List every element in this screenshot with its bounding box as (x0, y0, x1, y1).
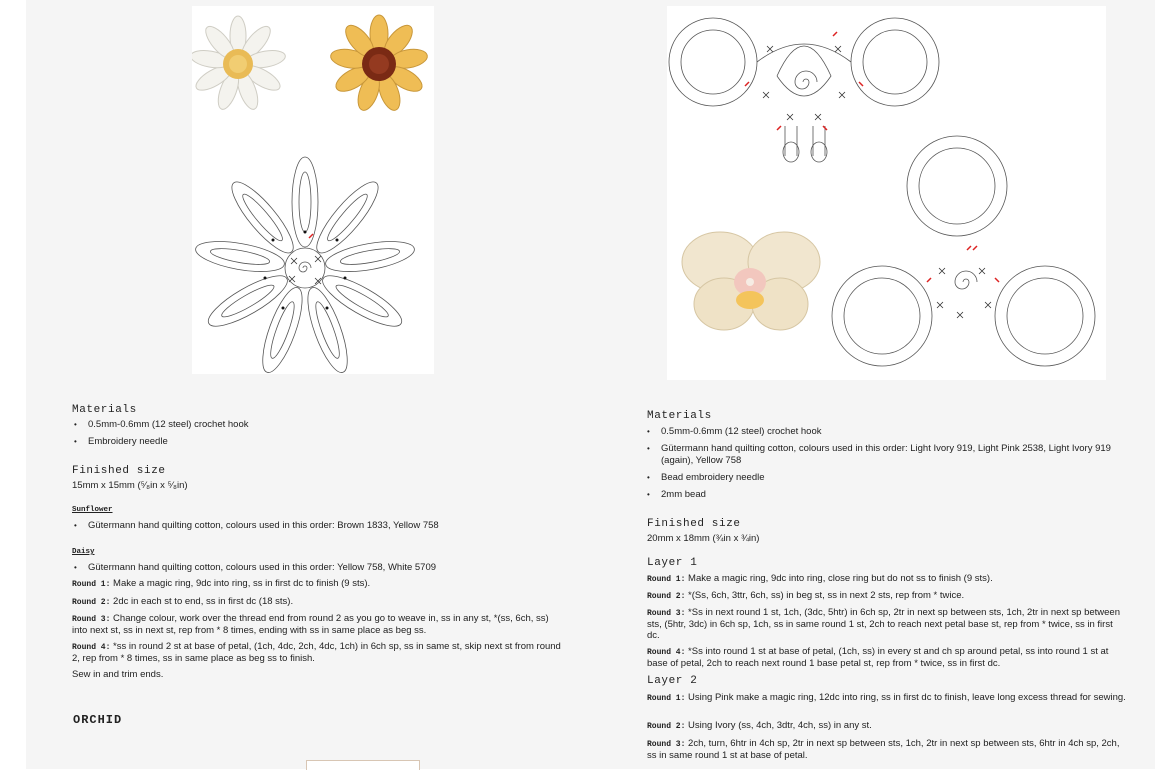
daisy-list (74, 562, 574, 579)
list-item: • Gütermann hand quilting cotton, colours used in this order: Light Ivory 919, Light Pink 2538, Light Ivory 919 (again), Yellow 758 (647, 443, 1127, 467)
materials-title: Materials (647, 410, 712, 422)
finished-size-value: 20mm x 18mm (¾in x ¾in) (647, 533, 760, 544)
round-label: Round 4: (72, 643, 111, 652)
round-text: *(Ss, 6ch, 3ttr, 6ch, ss) in beg st, ss in next 2 sts, rep from * twice. (685, 590, 965, 601)
flower-photos-and-chart (192, 6, 434, 374)
list-item: • Embroidery needle (74, 436, 574, 448)
round-text: 2dc in each st to end, ss in first dc (18 sts). (110, 596, 294, 607)
finishing-note: Sew in and trim ends. (72, 669, 164, 680)
round-label: Round 4: (647, 648, 686, 657)
round-label: Round 2: (647, 592, 686, 601)
round-text: *ss in round 2 st at base of petal, (1ch, 4dc, 2ch, 4dc, 1ch) in 6ch sp, ss in same st, skip next st from round 2, rep from * 8 times, ss in same place as beg ss to finish. (72, 641, 561, 664)
layer1-round-2 (647, 590, 1127, 602)
orchid-section-title: ORCHID (73, 713, 123, 727)
right-column (600, 0, 1155, 769)
layer1-round-4 (647, 646, 1127, 669)
orchid-layer2-chart (669, 18, 939, 162)
orchid-chart-and-photo (667, 6, 1106, 380)
sunflower-list (74, 520, 574, 537)
daisy-photo (192, 16, 287, 112)
round-label: Round 3: (647, 609, 686, 618)
round-label: Round 2: (647, 722, 686, 731)
orchid-photo (682, 232, 820, 330)
round-label: Round 2: (72, 598, 111, 607)
round-label: Round 1: (647, 694, 686, 703)
round-label: Round 1: (647, 575, 686, 584)
round-text: Make a magic ring, 9dc into ring, ss in first dc to finish (9 sts). (110, 578, 371, 589)
layer2-round-1 (647, 692, 1127, 704)
layer2-round-3 (647, 738, 1127, 761)
layer-2-title: Layer 2 (647, 675, 698, 687)
round-4-instruction (72, 641, 562, 664)
sunflower-label: Sunflower (72, 506, 113, 514)
round-text: Make a magic ring, 9dc into ring, close ring but do not ss to finish (9 sts). (685, 573, 993, 584)
finished-size-value: 15mm x 15mm (⁵⁄₈in x ⁵⁄₈in) (72, 480, 188, 491)
list-item: • 0.5mm-0.6mm (12 steel) crochet hook (647, 426, 1127, 438)
list-item: • 0.5mm-0.6mm (12 steel) crochet hook (74, 419, 574, 431)
layer2-round-2 (647, 720, 1127, 732)
daisy-label: Daisy (72, 548, 95, 556)
list-item: • Gütermann hand quilting cotton, colours used in this order: Yellow 758, White 5709 (74, 562, 574, 574)
orchid-layer1-chart (832, 136, 1095, 366)
round-1-instruction (72, 578, 572, 590)
sunflower-photo (329, 15, 429, 113)
layer1-round-3 (647, 607, 1127, 641)
materials-list (74, 419, 574, 453)
round-3-instruction (72, 613, 562, 636)
round-label: Round 1: (72, 580, 111, 589)
round-text: Change colour, work over the thread end from round 2 as you go to weave in, ss in any st, *(ss, 6ch, ss) into next st, ss in next st, rep from * 8 times, ending with ss in same place as beg ss. (72, 613, 549, 636)
list-item: • Gütermann hand quilting cotton, colours used in this order: Brown 1833, Yellow 758 (74, 520, 574, 532)
layer-1-title: Layer 1 (647, 557, 698, 569)
round-label: Round 3: (647, 740, 686, 749)
materials-title: Materials (72, 404, 137, 416)
round-label: Round 3: (72, 615, 111, 624)
materials-list (647, 426, 1127, 506)
daisy-stitch-chart (193, 157, 416, 374)
finished-size-title: Finished size (647, 518, 741, 530)
round-text: Using Pink make a magic ring, 12dc into ring, ss in first dc to finish, leave long excess thread for sewing. (685, 692, 1126, 703)
round-text: 2ch, turn, 6htr in 4ch sp, 2tr in next sp between sts, 1ch, 2tr in next sp between sts, 6htr in 4ch sp, 2ch, ss in same round 1 st at base of petal. (647, 738, 1120, 761)
left-column (26, 0, 594, 769)
layer1-round-1 (647, 573, 1127, 585)
round-text: *Ss into round 1 st at base of petal, (1ch, ss) in every st and ch sp around petal, ss into round 1 st at base of petal, 2ch to reach next round 1 base petal st, rep from * twice, ss in first dc. (647, 646, 1109, 669)
round-text: *Ss in next round 1 st, 1ch, (3dc, 5htr) in 6ch sp, 2tr in next sp between sts, 1ch, 2tr in next sp between sts, (5htr, 3dc) in 6ch sp, 1ch, ss in same round 1 st, 2ch to reach next petal base st, rep from * twice, ss in first dc. (647, 607, 1120, 641)
finished-size-title: Finished size (72, 465, 166, 477)
round-text: Using Ivory (ss, 4ch, 3dtr, 4ch, ss) in any st. (685, 720, 872, 731)
orchid-figure (667, 6, 1106, 380)
daisy-sunflower-figure (192, 6, 434, 374)
list-item: • 2mm bead (647, 489, 1127, 501)
round-2-instruction (72, 596, 572, 608)
list-item: • Bead embroidery needle (647, 472, 1127, 484)
